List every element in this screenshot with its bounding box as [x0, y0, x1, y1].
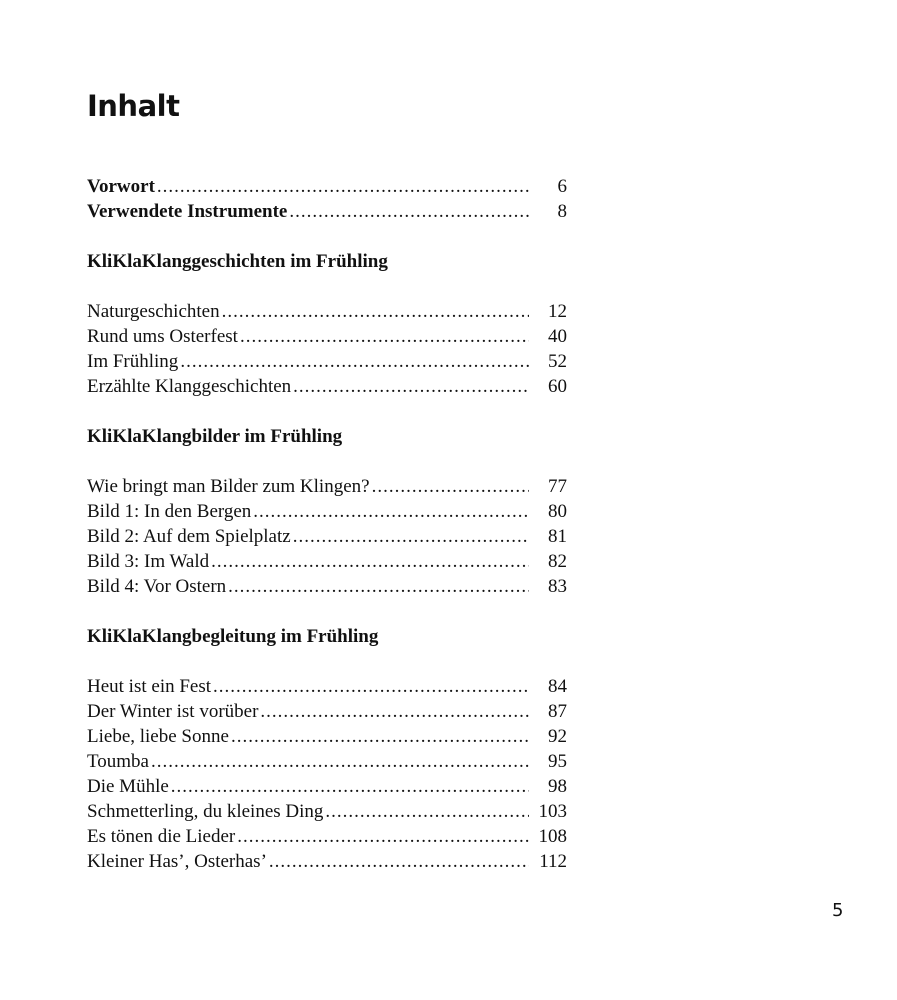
toc-entry-label: Schmetterling, du kleines Ding [87, 801, 324, 822]
toc-entry-page: 112 [539, 851, 567, 872]
toc-entry-label: Bild 1: In den Bergen [87, 501, 252, 522]
toc-entry-page: 98 [548, 776, 567, 797]
toc-entry-page: 84 [548, 676, 567, 697]
toc-entry-page: 52 [548, 351, 567, 372]
toc-entry-label: Es tönen die Lieder [87, 826, 236, 847]
toc-entry-label: Im Frühling [87, 351, 179, 372]
toc-entry[interactable] [87, 474, 567, 499]
toc-entry-page: 87 [548, 701, 567, 722]
page-title: Inhalt [87, 89, 180, 123]
dot-leader [211, 549, 529, 574]
toc-entry[interactable] [87, 849, 567, 874]
toc-entry-label: Toumba [87, 751, 149, 772]
toc-entry-label: Wie bringt man Bilder zum Klingen? [87, 476, 370, 497]
dot-leader [293, 524, 529, 549]
section-heading: KliKlaKlangbegleitung im Frühling [87, 626, 379, 647]
toc-entry-page: 83 [548, 576, 567, 597]
toc-entry[interactable] [87, 499, 567, 524]
toc-entry-label: Bild 3: Im Wald [87, 551, 210, 572]
dot-leader [228, 574, 529, 599]
toc-entry[interactable] [87, 374, 567, 399]
dot-leader [260, 699, 529, 724]
toc-entry[interactable] [87, 299, 567, 324]
toc-entry-page: 40 [548, 326, 567, 347]
dot-leader [372, 474, 529, 499]
dot-leader [237, 824, 529, 849]
section-heading: KliKlaKlangbilder im Frühling [87, 426, 343, 447]
toc-entry-label: Liebe, liebe Sonne [87, 726, 229, 747]
toc-entry-label: Kleiner Has’, Osterhas’ [87, 851, 267, 872]
toc-entry-label: Erzählte Klanggeschichten [87, 376, 292, 397]
toc-entry[interactable] [87, 574, 567, 599]
dot-leader [231, 724, 529, 749]
toc-entry-page: 77 [548, 476, 567, 497]
dot-leader [180, 349, 529, 374]
toc-entry[interactable] [87, 674, 567, 699]
toc-entry-vorwort[interactable] [87, 174, 567, 199]
toc-entry[interactable] [87, 774, 567, 799]
toc-entry-page: 95 [548, 751, 567, 772]
toc-entry[interactable] [87, 749, 567, 774]
toc-entry-page: 60 [548, 376, 567, 397]
toc-entry-page: 80 [548, 501, 567, 522]
dot-leader [253, 499, 529, 524]
toc-entry[interactable] [87, 349, 567, 374]
toc-entry[interactable] [87, 699, 567, 724]
table-of-contents [87, 174, 567, 874]
toc-entry-page: 103 [538, 801, 567, 822]
toc-entry-page: 8 [557, 201, 567, 222]
toc-entry-label: Bild 4: Vor Ostern [87, 576, 227, 597]
dot-leader [213, 674, 529, 699]
dot-leader [269, 849, 529, 874]
dot-leader [289, 199, 529, 224]
toc-entry[interactable] [87, 824, 567, 849]
toc-entry-label: Heut ist ein Fest [87, 676, 212, 697]
dot-leader [240, 324, 529, 349]
toc-entry-label: Die Mühle [87, 776, 169, 797]
dot-leader [222, 299, 529, 324]
toc-entry-instrumente[interactable] [87, 199, 567, 224]
toc-entry[interactable] [87, 549, 567, 574]
toc-entry[interactable] [87, 724, 567, 749]
toc-entry-page: 12 [548, 301, 567, 322]
toc-entry-page: 81 [548, 526, 567, 547]
toc-entry-page: 82 [548, 551, 567, 572]
toc-entry-label: Bild 2: Auf dem Spielplatz [87, 526, 291, 547]
toc-entry-label: Vorwort [87, 176, 155, 197]
dot-leader [157, 174, 529, 199]
section-heading: KliKlaKlanggeschichten im Frühling [87, 251, 388, 272]
toc-entry-label: Rund ums Osterfest [87, 326, 238, 347]
toc-entry-page: 108 [538, 826, 567, 847]
toc-entry-page: 6 [557, 176, 567, 197]
toc-entry-label: Verwendete Instrumente [87, 201, 288, 222]
dot-leader [151, 749, 529, 774]
toc-entry-label: Naturgeschichten [87, 301, 220, 322]
toc-entry-page: 92 [548, 726, 567, 747]
dot-leader [325, 799, 529, 824]
toc-entry[interactable] [87, 524, 567, 549]
page-number: 5 [832, 900, 844, 921]
toc-entry[interactable] [87, 324, 567, 349]
dot-leader [171, 774, 529, 799]
toc-entry[interactable] [87, 799, 567, 824]
dot-leader [293, 374, 529, 399]
toc-entry-label: Der Winter ist vorüber [87, 701, 259, 722]
